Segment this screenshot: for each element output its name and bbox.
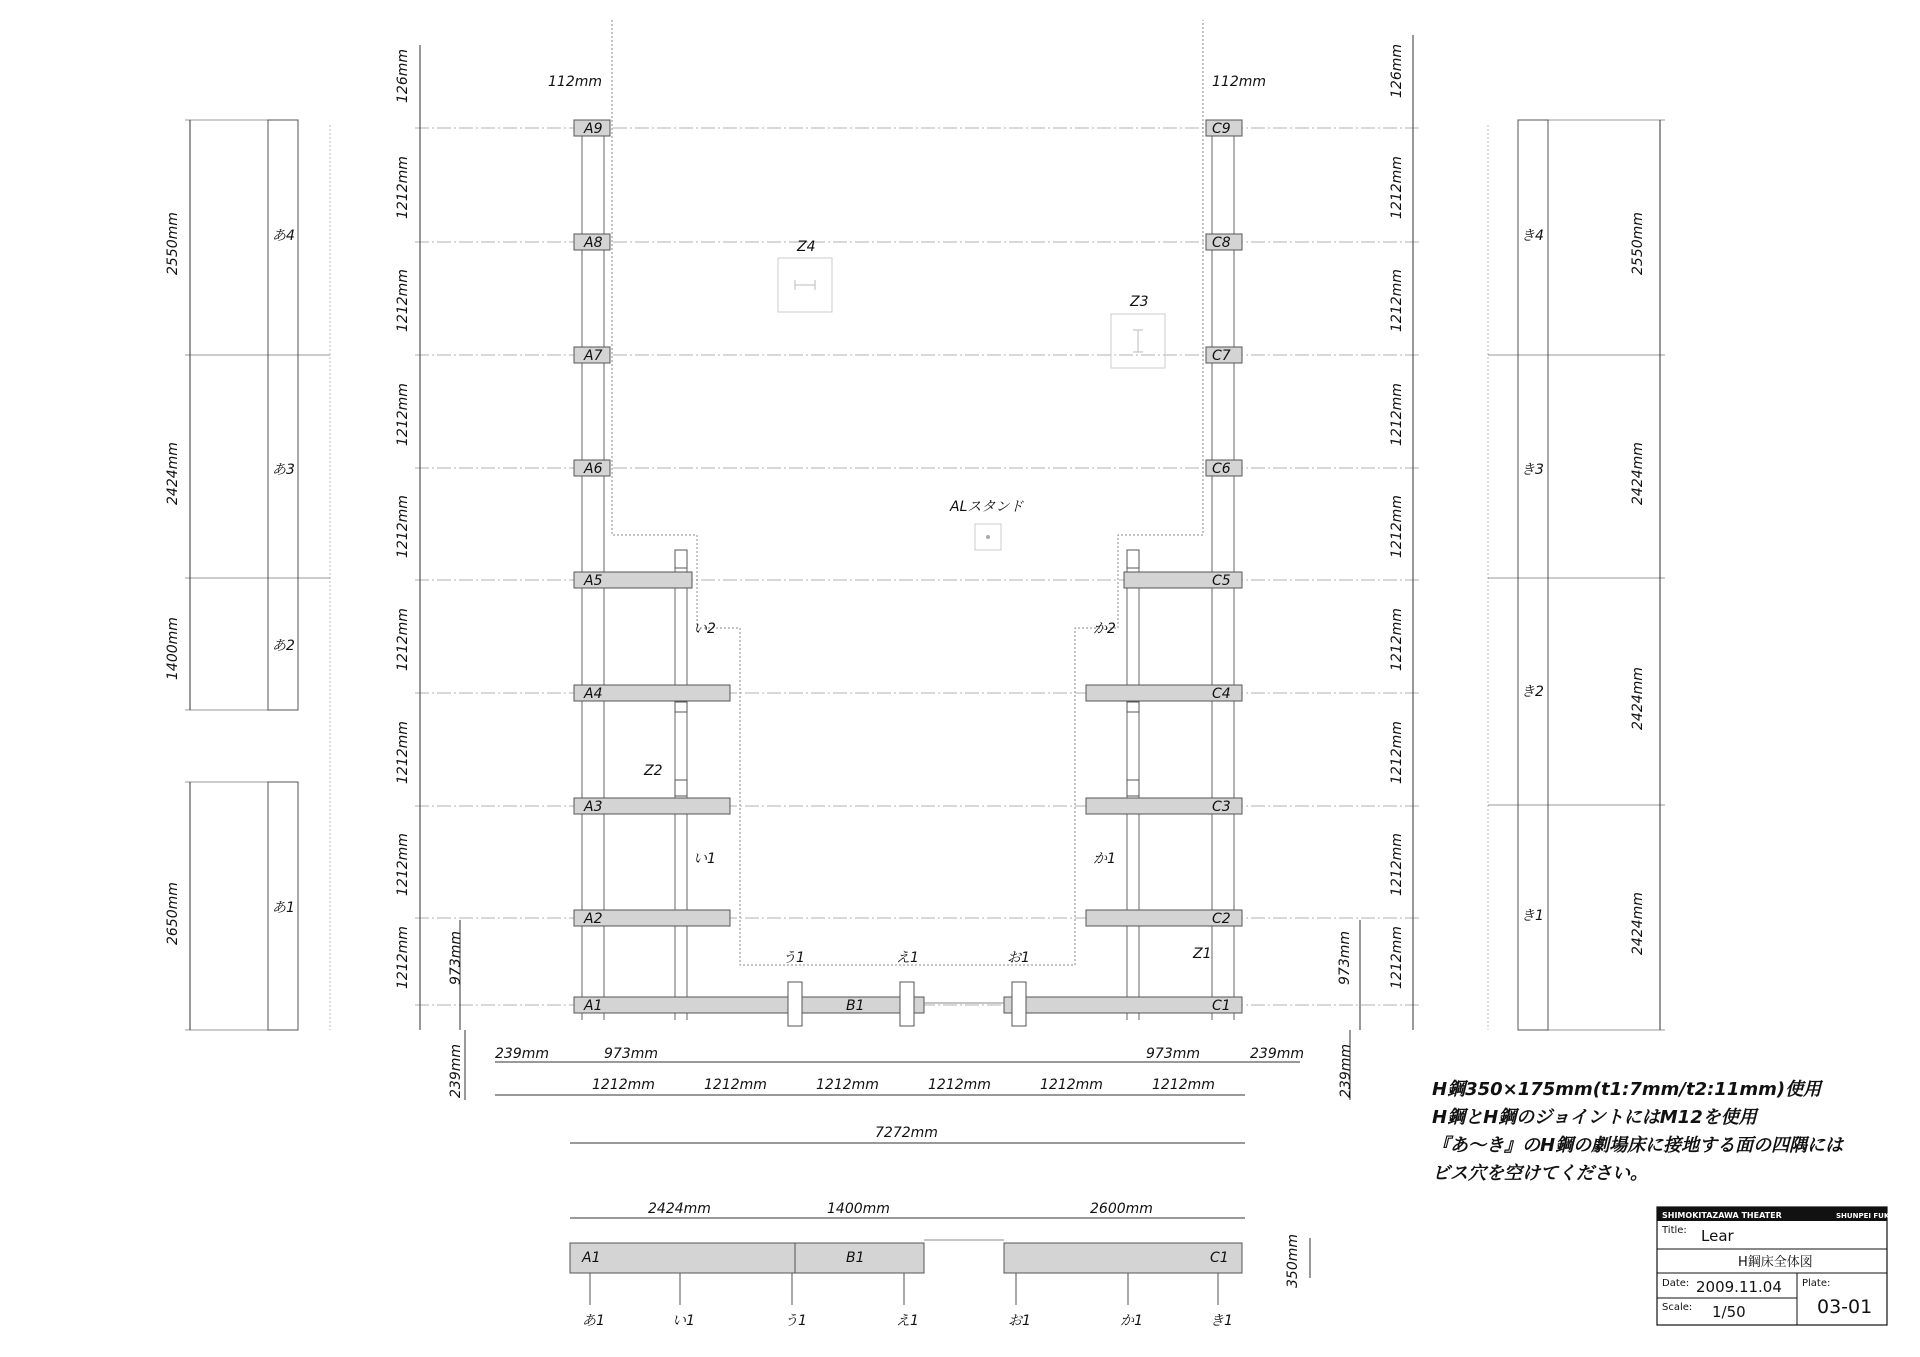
tb-header-right: SHUNPEI FUKUDA xyxy=(1836,1212,1907,1220)
span-dim-0: 1212mm xyxy=(592,1077,655,1093)
note-line-2: 『あ～き』のH鋼の劇場床に接地する面の四隅には xyxy=(1432,1135,1844,1156)
tb-plate-label: Plate: xyxy=(1802,1278,1831,1289)
post-i1-label: い1 xyxy=(693,851,716,867)
left-dim-1212-3: 1212mm xyxy=(395,495,411,558)
left-dim-1212-2: 1212mm xyxy=(395,383,411,446)
left-elev-a2: あ2 xyxy=(272,638,295,654)
tb-title: Lear xyxy=(1701,1227,1734,1245)
section-c1: C1 xyxy=(1210,1250,1229,1266)
beam-a2-label: A2 xyxy=(584,911,603,927)
dim-239-vertical-left: 239mm xyxy=(448,1044,464,1098)
tb-date: 2009.11.04 xyxy=(1696,1278,1782,1296)
section-height: 350mm xyxy=(1285,1234,1301,1288)
beam-a3 xyxy=(574,798,730,815)
dim-973-vertical-left: 973mm xyxy=(448,931,464,985)
tb-header-left: SHIMOKITAZAWA THEATER xyxy=(1662,1211,1782,1220)
section-dim-1: 1400mm xyxy=(827,1201,890,1217)
beam-a4-label: A4 xyxy=(584,686,603,702)
beam-c9 xyxy=(1206,120,1242,137)
marker-z2-label: Z2 xyxy=(644,763,663,779)
section-dim-2: 2600mm xyxy=(1090,1201,1153,1217)
left-elev-a1: あ1 xyxy=(272,900,295,916)
right-dim-1212-2: 1212mm xyxy=(1389,383,1405,446)
beam-c5 xyxy=(1124,572,1242,589)
beam-a6-label: A6 xyxy=(584,461,603,477)
beam-a1-b1 xyxy=(574,997,924,1014)
right-elev-dim-0: 2550mm xyxy=(1630,212,1646,275)
left-elev-dim-2: 1400mm xyxy=(165,617,181,680)
post-ka2-label: か2 xyxy=(1093,621,1116,637)
section-elevation xyxy=(570,1201,1310,1329)
post-o1-label: お1 xyxy=(1007,950,1030,966)
section-leg-label-2: う1 xyxy=(784,1313,807,1329)
section-leg-label-1: い1 xyxy=(672,1313,695,1329)
right-dim-1212-0: 1212mm xyxy=(1389,156,1405,219)
right-elev-dim-3: 2424mm xyxy=(1630,892,1646,955)
post-ka1-label: か1 xyxy=(1093,851,1116,867)
beam-a8 xyxy=(574,234,610,251)
marker-z4-label: Z4 xyxy=(797,239,816,255)
section-leg-label-6: き1 xyxy=(1210,1313,1233,1329)
right-dim-1212-5: 1212mm xyxy=(1389,721,1405,784)
section-leg-label-5: か1 xyxy=(1120,1313,1143,1329)
marker-z3-label: Z3 xyxy=(1130,294,1149,310)
stage-outline xyxy=(612,20,1203,965)
span-dim-2: 1212mm xyxy=(816,1077,879,1093)
left-elev-dim-0: 2550mm xyxy=(165,212,181,275)
span-dim-4: 1212mm xyxy=(1040,1077,1103,1093)
span-dim-3: 1212mm xyxy=(928,1077,991,1093)
right-elevation xyxy=(1488,120,1665,1030)
right-elev-ki1: き1 xyxy=(1521,908,1544,924)
left-dim-labels xyxy=(395,156,411,989)
post-i2-label: い2 xyxy=(693,621,716,637)
tb-date-label: Date: xyxy=(1662,1278,1690,1289)
beam-a4 xyxy=(574,685,730,702)
note-line-1: H鋼とH鋼のジョイントにはM12を使用 xyxy=(1432,1107,1757,1128)
beam-c4-label: C4 xyxy=(1212,686,1231,702)
right-dim-1212-1: 1212mm xyxy=(1389,269,1405,332)
left-dim-1212-0: 1212mm xyxy=(395,156,411,219)
marker-z3 xyxy=(1111,294,1165,368)
section-leg-label-3: え1 xyxy=(896,1313,919,1329)
vertical-rails xyxy=(582,120,1234,1020)
beam-a3-label: A3 xyxy=(584,799,603,815)
post-u1-label: う1 xyxy=(782,950,805,966)
right-dim-labels xyxy=(1389,156,1405,989)
beam-a2 xyxy=(574,910,730,927)
marker-z1-label: Z1 xyxy=(1193,946,1212,962)
tb-scale-label: Scale: xyxy=(1662,1302,1693,1313)
beam-a5-label: A5 xyxy=(584,573,603,589)
right-elev-ki2: き2 xyxy=(1521,684,1544,700)
section-leg-label-4: お1 xyxy=(1008,1313,1031,1329)
span-dim-5: 1212mm xyxy=(1152,1077,1215,1093)
dim-total: 7272mm xyxy=(875,1125,938,1141)
left-dim-1212-7: 1212mm xyxy=(395,926,411,989)
right-dim-1212-4: 1212mm xyxy=(1389,608,1405,671)
right-dim-1212-7: 1212mm xyxy=(1389,926,1405,989)
dim-239-left: 239mm xyxy=(495,1046,549,1062)
marker-al-stand xyxy=(949,499,1024,550)
left-dim-1212-4: 1212mm xyxy=(395,608,411,671)
beam-a9 xyxy=(574,120,610,137)
beam-c4 xyxy=(1086,685,1242,702)
beam-c9-label: C9 xyxy=(1212,121,1231,137)
beam-a6 xyxy=(574,460,610,477)
beam-c7-label: C7 xyxy=(1212,348,1231,364)
dim-112-left: 112mm xyxy=(548,74,602,90)
dim-112-right: 112mm xyxy=(1212,74,1266,90)
beam-c3-label: C3 xyxy=(1212,799,1231,815)
beam-a5 xyxy=(574,572,692,589)
dim-239-vertical-right: 239mm xyxy=(1338,1044,1354,1098)
tb-subtitle: H鋼床全体図 xyxy=(1738,1255,1813,1270)
right-elev-ki3: き3 xyxy=(1521,462,1544,478)
grid-lines xyxy=(415,128,1420,1005)
dim-973-vertical-right: 973mm xyxy=(1337,931,1353,985)
left-elev-a4: あ4 xyxy=(272,228,295,244)
right-dim-1212-6: 1212mm xyxy=(1389,833,1405,896)
beam-c6-label: C6 xyxy=(1212,461,1231,477)
tb-plate: 03-01 xyxy=(1817,1296,1873,1318)
right-elev-dim-1: 2424mm xyxy=(1630,442,1646,505)
left-dim-1212-5: 1212mm xyxy=(395,721,411,784)
marker-z4 xyxy=(778,239,832,312)
span-dim-1: 1212mm xyxy=(704,1077,767,1093)
beam-c3 xyxy=(1086,798,1242,815)
left-elevation xyxy=(165,120,330,1030)
section-b1: B1 xyxy=(846,1250,865,1266)
beam-b1-label: B1 xyxy=(846,998,865,1014)
dim-973-left: 973mm xyxy=(604,1046,658,1062)
beam-a1-label: A1 xyxy=(584,998,603,1014)
right-dim-1212-3: 1212mm xyxy=(1389,495,1405,558)
beam-a7 xyxy=(574,347,610,364)
beam-c2 xyxy=(1086,910,1242,927)
left-elev-a3: あ3 xyxy=(272,462,295,478)
dim-126-right: 126mm xyxy=(1389,44,1405,98)
beam-c1-label: C1 xyxy=(1212,998,1231,1014)
marker-al-label: ALスタンド xyxy=(950,499,1024,515)
beam-c1 xyxy=(1004,997,1242,1014)
beam-c8-label: C8 xyxy=(1212,235,1231,251)
beam-c7 xyxy=(1206,347,1242,364)
tb-scale: 1/50 xyxy=(1712,1303,1746,1321)
beam-a8-label: A8 xyxy=(584,235,603,251)
note-line-3: ビス穴を空けてください。 xyxy=(1432,1163,1648,1184)
left-elev-dim-3: 2650mm xyxy=(165,882,181,945)
tb-title-label: Title: xyxy=(1662,1225,1687,1236)
left-dim-1212-1: 1212mm xyxy=(395,269,411,332)
title-block xyxy=(1657,1207,1907,1325)
beam-c2-label: C2 xyxy=(1212,911,1231,927)
section-leg-label-0: あ1 xyxy=(582,1313,605,1329)
beam-a7-label: A7 xyxy=(584,348,603,364)
section-legs xyxy=(582,1273,1233,1329)
dim-126-left: 126mm xyxy=(395,49,411,103)
left-elev-dim-1: 2424mm xyxy=(165,442,181,505)
section-a1: A1 xyxy=(582,1250,601,1266)
beam-c6 xyxy=(1206,460,1242,477)
section-dim-0: 2424mm xyxy=(648,1201,711,1217)
note-line-0: H鋼350×175mm(t1:7mm/t2:11mm)使用 xyxy=(1432,1079,1822,1100)
post-e1-label: え1 xyxy=(896,950,919,966)
notes xyxy=(1432,1079,1845,1184)
dim-973-right: 973mm xyxy=(1146,1046,1200,1062)
left-dim-1212-6: 1212mm xyxy=(395,833,411,896)
dim-239-right: 239mm xyxy=(1250,1046,1304,1062)
beam-c8 xyxy=(1206,234,1242,251)
beam-a9-label: A9 xyxy=(584,121,603,137)
beam-c5-label: C5 xyxy=(1212,573,1231,589)
right-elev-ki4: き4 xyxy=(1521,228,1544,244)
span-dims xyxy=(592,1077,1215,1093)
right-elev-dim-2: 2424mm xyxy=(1630,667,1646,730)
